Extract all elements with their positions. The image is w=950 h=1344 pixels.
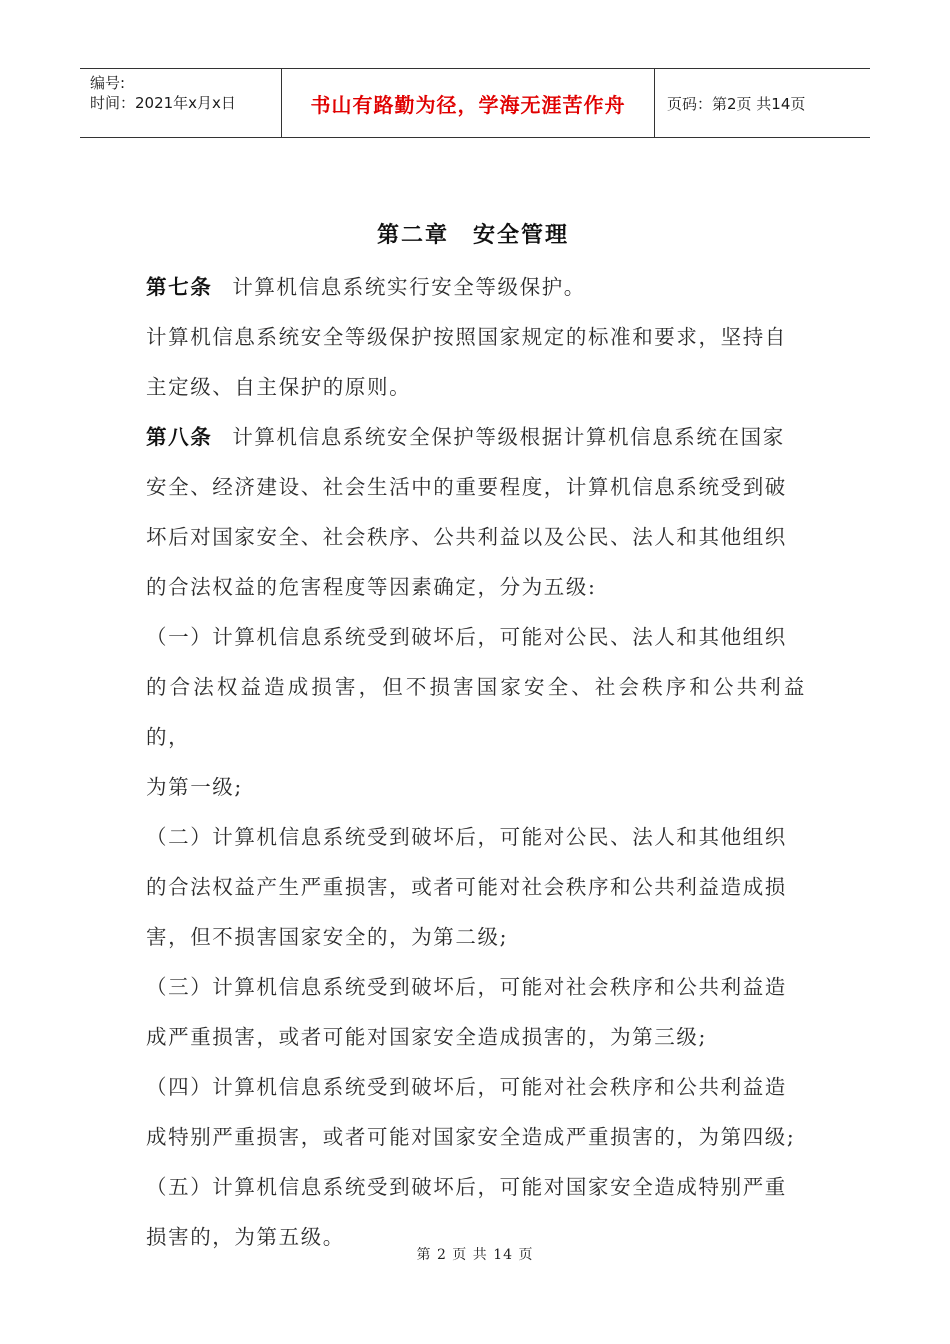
footer-page-number: 第 2 页 共 14 页 <box>416 1247 534 1263</box>
article-8-line: 安全、经济建设、社会生活中的重要程度，计算机信息系统受到破 <box>146 475 787 499</box>
article-8 <box>146 412 806 462</box>
header-meta-cell <box>80 69 282 137</box>
level-5-line: （五）计算机信息系统受到破坏后，可能对国家安全造成特别严重 <box>146 1175 787 1199</box>
article-7-paragraph-line: 计算机信息系统安全等级保护按照国家规定的标准和要求，坚持自 <box>146 325 787 349</box>
level-1-line: （一）计算机信息系统受到破坏后，可能对公民、法人和其他组织 <box>146 625 787 649</box>
header-page-cell <box>655 69 870 137</box>
level-5-line: 损害的，为第五级。 <box>146 1225 345 1249</box>
level-3-line: （三）计算机信息系统受到破坏后，可能对社会秩序和公共利益造 <box>146 975 787 999</box>
level-4-line: （四）计算机信息系统受到破坏后，可能对社会秩序和公共利益造 <box>146 1075 787 1099</box>
article-7-text: 计算机信息系统实行安全等级保护。 <box>232 275 586 299</box>
article-8-line: 的合法权益的危害程度等因素确定，分为五级: <box>146 575 597 599</box>
level-1-line: 为第一级; <box>146 775 243 799</box>
level-2-line: 害，但不损害国家安全的，为第二级; <box>146 925 509 949</box>
article-8-line: 坏后对国家安全、社会秩序、公共利益以及公民、法人和其他组织 <box>146 525 787 549</box>
level-2-line: 的合法权益产生严重损害，或者可能对社会秩序和公共利益造成损 <box>146 875 787 899</box>
article-8-text: 计算机信息系统安全保护等级根据计算机信息系统在国家 <box>232 425 785 449</box>
page-header <box>80 68 870 138</box>
article-7-number: 第七条 <box>146 275 213 299</box>
level-1-line: 的合法权益造成损害，但不损害国家安全、社会秩序和公共利益的， <box>146 675 806 749</box>
article-7-paragraph-line: 主定级、自主保护的原则。 <box>146 375 412 399</box>
article-8-number: 第八条 <box>146 425 213 449</box>
article-7 <box>146 262 806 312</box>
level-4-line: 成特别严重损害，或者可能对国家安全造成严重损害的，为第四级; <box>146 1125 796 1149</box>
level-3-line: 成严重损害，或者可能对国家安全造成损害的，为第三级; <box>146 1025 708 1049</box>
document-time-label: 时间：2021年x月x日 <box>90 94 236 112</box>
page-footer <box>0 1244 950 1264</box>
document-number-label: 编号: <box>90 74 126 92</box>
header-motto-cell <box>282 69 655 137</box>
header-motto: 书山有路勤为径，学海无涯苦作舟 <box>310 92 626 117</box>
document-body <box>146 208 806 1262</box>
header-page-number: 页码：第2页 共14页 <box>667 94 806 113</box>
chapter-title: 第二章 安全管理 <box>376 222 569 248</box>
level-2-line: （二）计算机信息系统受到破坏后，可能对公民、法人和其他组织 <box>146 825 787 849</box>
